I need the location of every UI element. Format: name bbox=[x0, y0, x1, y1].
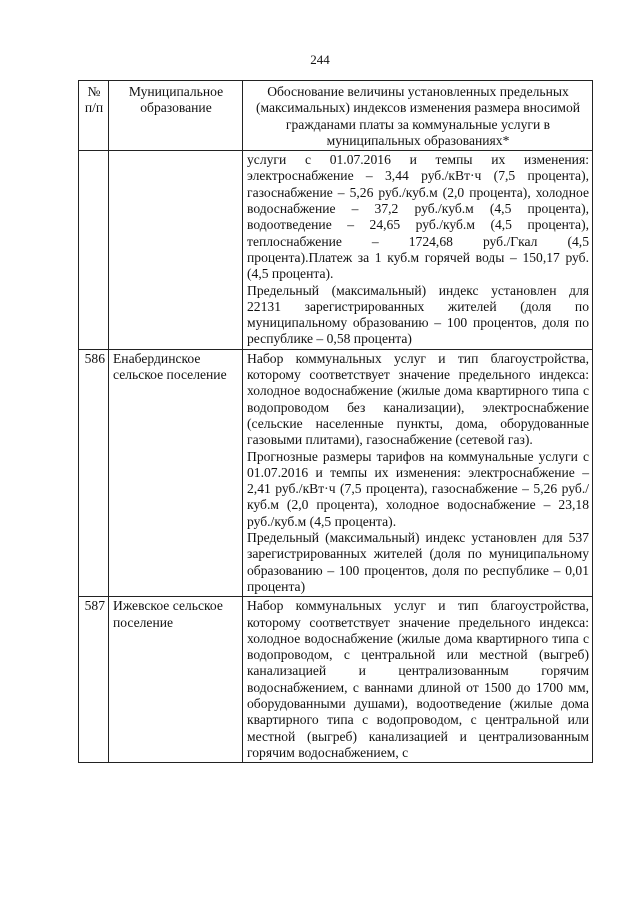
row-justification bbox=[243, 349, 593, 596]
table-row bbox=[79, 597, 593, 763]
page-number: 244 bbox=[310, 52, 330, 67]
row-justification bbox=[243, 151, 593, 350]
justification-paragraph: Предельный (максимальный) индекс установлен для 537 зарегистрированных жителей (доля по муниципальному образованию – 100 процентов, доля по республике – 0,01 процента) bbox=[247, 530, 589, 594]
header-municipality: Муниципальное образование bbox=[109, 81, 243, 151]
tariff-index-table bbox=[78, 80, 593, 763]
header-num: № п/п bbox=[79, 81, 109, 151]
table-header-row bbox=[79, 81, 593, 151]
row-num: 586 bbox=[79, 349, 109, 596]
justification-paragraph: Прогнозные размеры тарифов на коммунальные услуги с 01.07.2016 и темпы их изменения: электроснабжение – 2,41 руб./кВт·ч (7,5 процента), газоснабжение – 5,26 руб./куб.м (2,0 процента), холодное водоснабжение – 23,18 руб./куб.м (4,5 процента). bbox=[247, 448, 589, 529]
row-municipality: Енабердинское сельское поселение bbox=[109, 349, 243, 596]
row-municipality bbox=[109, 151, 243, 350]
row-num: 587 bbox=[79, 597, 109, 763]
row-justification bbox=[243, 597, 593, 763]
justification-paragraph: Набор коммунальных услуг и тип благоустройства, которому соответствует значение предельного индекса: холодное водоснабжение (жилые дома квартирного типа с водопроводом без канализации), электроснабжение (сельские населенные пункты, дома, оборудованные газовыми плитами), газоснабжение (сетевой газ). bbox=[247, 350, 589, 448]
header-justification: Обоснование величины установленных предельных (максимальных) индексов изменения размера вносимой гражданами платы за коммунальные услуги в муниципальных образованиях* bbox=[243, 81, 593, 151]
justification-paragraph: Предельный (максимальный) индекс установлен для 22131 зарегистрированных жителей (доля по муниципальному образованию – 100 процентов, доля по республике – 0,58 процента) bbox=[247, 282, 589, 347]
table-row bbox=[79, 151, 593, 350]
justification-paragraph: Набор коммунальных услуг и тип благоустройства, которому соответствует значение предельного индекса: холодное водоснабжение (жилые дома квартирного типа с водопроводом, с центральной или местной (выгреб) канализацией и централизованным горячим водоснабжением, с ваннами длиной от 1500 до 1700 мм, оборудованными душами), водоотведение (жилые дома квартирного типа с водопроводом, с центральной или местной (выгреб) канализацией и централизованным горячим водоснабжением, с bbox=[247, 598, 589, 760]
row-num bbox=[79, 151, 109, 350]
row-municipality: Ижевское сельское поселение bbox=[109, 597, 243, 763]
table-row bbox=[79, 349, 593, 596]
justification-paragraph: услуги с 01.07.2016 и темпы их изменения: электроснабжение – 3,44 руб./кВт·ч (7,5 процента), газоснабжение – 5,26 руб./куб.м (2,0 процента), холодное водоснабжение – 37,2 руб./куб.м (4,5 процента), водоотведение – 24,65 руб./куб.м (4,5 процента), теплоснабжение – 1724,68 руб./Гкал (4,5 процента).Платеж за 1 куб.м горячей воды – 150,17 руб. (4,5 процента). bbox=[247, 152, 589, 282]
